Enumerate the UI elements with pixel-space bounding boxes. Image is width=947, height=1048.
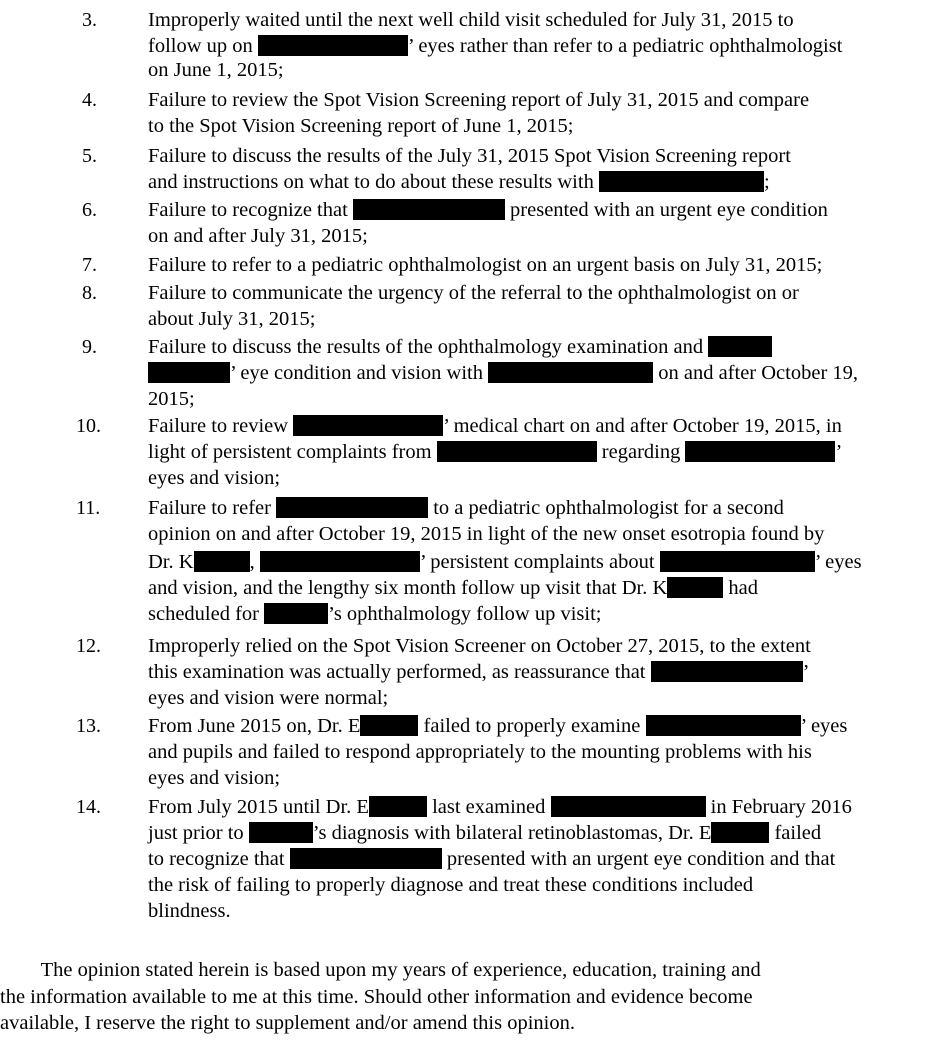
closing-paragraph-line: available, I reserve the right to supplement and/or amend this opinion. bbox=[0, 1012, 575, 1034]
item-text: Failure to refer bbox=[148, 497, 277, 519]
item-line bbox=[148, 414, 842, 438]
item-text: last examined bbox=[426, 796, 551, 818]
redaction-box bbox=[660, 551, 815, 572]
redaction-box bbox=[360, 715, 418, 736]
item-line bbox=[148, 686, 388, 710]
item-text: Failure to communicate the urgency of the referral to the ophthalmologist on or bbox=[148, 282, 799, 304]
item-line bbox=[148, 387, 195, 411]
item-text: 2015; bbox=[148, 388, 195, 410]
item-text: eyes and vision; bbox=[148, 467, 281, 489]
redaction-box bbox=[369, 796, 427, 817]
item-number: 3. bbox=[82, 9, 97, 31]
item-text: to the Spot Vision Screening report of June 1, 2015; bbox=[148, 115, 574, 137]
item-line bbox=[148, 34, 842, 58]
item-text: ’ persistent complaints about bbox=[419, 551, 660, 573]
item-text: ’s diagnosis with bilateral retinoblastomas, Dr. E bbox=[312, 822, 712, 844]
item-text: ’ eyes bbox=[814, 551, 862, 573]
item-line bbox=[148, 88, 809, 112]
item-line bbox=[148, 198, 828, 222]
item-text: this examination was actually performed, as reassurance that bbox=[148, 661, 651, 683]
redaction-box bbox=[708, 336, 772, 357]
item-text: on June 1, 2015; bbox=[148, 59, 284, 81]
redaction-box bbox=[651, 661, 803, 682]
item-text: Failure to discuss the results of the July 31, 2015 Spot Vision Screening report bbox=[148, 145, 791, 167]
item-text: ’ eye condition and vision with bbox=[230, 362, 489, 384]
item-line bbox=[148, 766, 280, 790]
item-text: about July 31, 2015; bbox=[148, 308, 316, 330]
item-line bbox=[148, 550, 862, 574]
item-text: failed bbox=[769, 822, 822, 844]
item-line bbox=[148, 873, 753, 897]
item-text: Failure to refer to a pediatric ophthalmologist on an urgent basis on July 31, 2015; bbox=[148, 254, 823, 276]
item-number: 5. bbox=[82, 145, 97, 167]
item-text: presented with an urgent eye condition bbox=[504, 199, 828, 221]
item-text: ’ eyes bbox=[800, 715, 848, 737]
item-line bbox=[148, 253, 822, 277]
item-text: regarding bbox=[596, 441, 686, 463]
item-text: presented with an urgent eye condition and that bbox=[441, 848, 836, 870]
item-text: From June 2015 on, Dr. E bbox=[148, 715, 361, 737]
item-text: Dr. K bbox=[148, 551, 194, 573]
redaction-box bbox=[599, 171, 764, 192]
closing-paragraph-line: The opinion stated herein is based upon my years of experience, education, training and bbox=[0, 959, 761, 981]
redaction-box bbox=[685, 441, 835, 462]
item-line bbox=[148, 522, 824, 546]
item-text: ’s ophthalmology follow up visit; bbox=[328, 603, 602, 625]
item-line bbox=[148, 496, 784, 520]
item-text: ’ bbox=[802, 661, 810, 683]
redaction-box bbox=[290, 848, 442, 869]
redaction-box bbox=[276, 497, 428, 518]
item-line bbox=[148, 714, 847, 738]
item-line bbox=[148, 58, 284, 82]
item-line bbox=[148, 224, 368, 248]
item-line bbox=[148, 899, 231, 923]
item-text: on and after October 19, bbox=[653, 362, 859, 384]
item-text: Failure to recognize that bbox=[148, 199, 353, 221]
redaction-box bbox=[258, 35, 408, 56]
redaction-box bbox=[293, 415, 443, 436]
item-text: ’ bbox=[835, 441, 843, 463]
item-text: in February 2016 bbox=[705, 796, 852, 818]
item-text: Improperly relied on the Spot Vision Screener on October 27, 2015, to the extent bbox=[148, 635, 811, 657]
item-line bbox=[148, 361, 858, 385]
item-text: had bbox=[723, 577, 759, 599]
item-line bbox=[148, 170, 770, 194]
item-text: eyes and vision; bbox=[148, 767, 281, 789]
item-text: ’ medical chart on and after October 19, 2015, in bbox=[443, 415, 842, 437]
item-line bbox=[148, 335, 772, 359]
item-text: follow up on bbox=[148, 35, 258, 57]
item-line bbox=[148, 114, 573, 138]
item-text: scheduled for bbox=[148, 603, 265, 625]
item-number: 9. bbox=[82, 336, 97, 358]
item-text: Improperly waited until the next well child visit scheduled for July 31, 2015 to bbox=[148, 9, 794, 31]
item-line bbox=[148, 281, 799, 305]
item-text: the risk of failing to properly diagnose and treat these conditions included bbox=[148, 874, 754, 896]
redaction-box bbox=[148, 362, 230, 383]
item-line bbox=[148, 8, 794, 32]
item-number: 12. bbox=[76, 635, 101, 657]
redaction-box bbox=[260, 551, 420, 572]
item-text: Failure to review bbox=[148, 415, 294, 437]
redaction-box bbox=[488, 362, 653, 383]
item-number: 13. bbox=[76, 715, 101, 737]
item-line bbox=[148, 821, 821, 845]
item-text: opinion on and after October 19, 2015 in light of the new onset esotropia found by bbox=[148, 523, 825, 545]
item-line bbox=[148, 795, 852, 819]
item-text: on and after July 31, 2015; bbox=[148, 225, 368, 247]
item-line bbox=[148, 576, 758, 600]
item-line bbox=[148, 144, 791, 168]
item-text: light of persistent complaints from bbox=[148, 441, 437, 463]
item-number: 8. bbox=[82, 282, 97, 304]
item-line bbox=[148, 440, 842, 464]
item-text: From July 2015 until Dr. E bbox=[148, 796, 369, 818]
item-text: blindness. bbox=[148, 900, 231, 922]
item-line bbox=[148, 602, 601, 626]
item-text: Failure to discuss the results of the ophthalmology examination and bbox=[148, 336, 709, 358]
item-text: Failure to review the Spot Vision Screening report of July 31, 2015 and compare bbox=[148, 89, 810, 111]
item-text: and pupils and failed to respond appropriately to the mounting problems with his bbox=[148, 741, 812, 763]
redaction-box bbox=[249, 822, 313, 843]
item-text: to a pediatric ophthalmologist for a second bbox=[428, 497, 784, 519]
item-text: failed to properly examine bbox=[418, 715, 646, 737]
redaction-box bbox=[264, 603, 328, 624]
redaction-box bbox=[551, 796, 706, 817]
item-text: just prior to bbox=[148, 822, 249, 844]
item-line bbox=[148, 307, 315, 331]
closing-paragraph-line: the information available to me at this time. Should other information and evidence become bbox=[0, 986, 753, 1008]
item-text: ’ eyes rather than refer to a pediatric ophthalmologist bbox=[407, 35, 843, 57]
item-text: , bbox=[249, 551, 260, 573]
item-line bbox=[148, 660, 809, 684]
item-text: eyes and vision were normal; bbox=[148, 687, 389, 709]
item-number: 14. bbox=[76, 796, 101, 818]
redaction-box bbox=[353, 199, 505, 220]
item-text: ; bbox=[763, 171, 770, 193]
redaction-box bbox=[667, 577, 723, 598]
item-line bbox=[148, 466, 280, 490]
item-text: to recognize that bbox=[148, 848, 290, 870]
item-text: and vision, and the lengthy six month follow up visit that Dr. K bbox=[148, 577, 668, 599]
redaction-box bbox=[194, 551, 250, 572]
redaction-box bbox=[646, 715, 801, 736]
item-number: 11. bbox=[76, 497, 101, 519]
item-line bbox=[148, 847, 835, 871]
item-text: and instructions on what to do about these results with bbox=[148, 171, 599, 193]
item-number: 7. bbox=[82, 254, 97, 276]
item-line bbox=[148, 740, 812, 764]
item-number: 6. bbox=[82, 199, 97, 221]
item-number: 4. bbox=[82, 89, 97, 111]
redaction-box bbox=[711, 822, 769, 843]
item-line bbox=[148, 634, 811, 658]
redaction-box bbox=[437, 441, 597, 462]
item-number: 10. bbox=[76, 415, 101, 437]
